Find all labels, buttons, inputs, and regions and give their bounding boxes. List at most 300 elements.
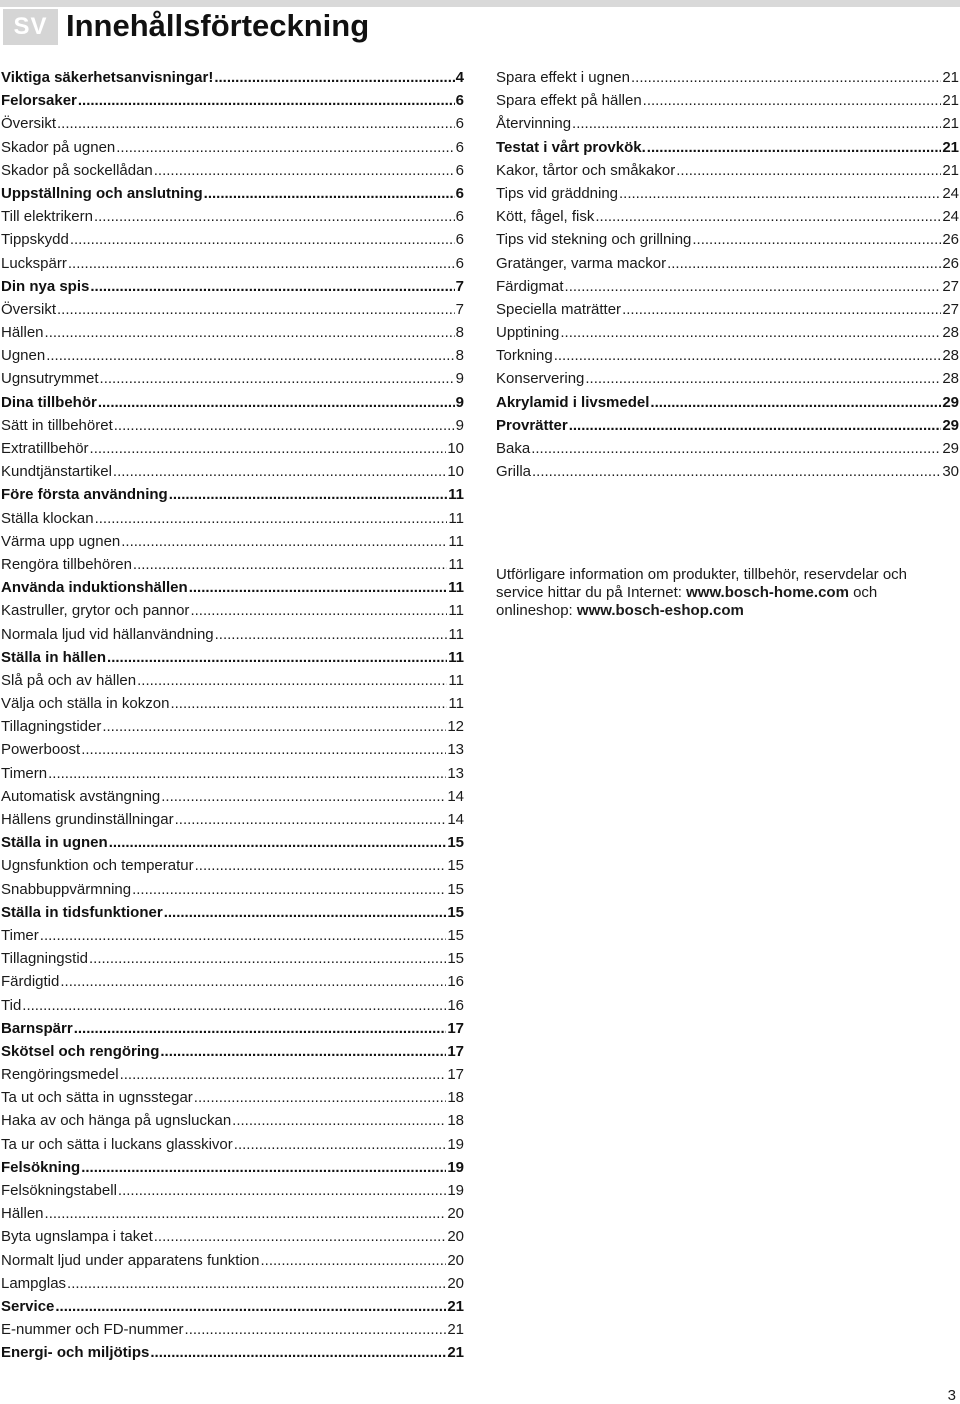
toc-entry-title: Ugnsfunktion och temperatur (1, 857, 194, 875)
toc-entry[interactable] (1, 692, 464, 715)
toc-entry-page: 26 (942, 231, 959, 249)
toc-entry[interactable] (496, 367, 959, 390)
toc-entry[interactable] (1, 136, 464, 159)
toc-dot-leader (572, 112, 941, 135)
toc-entry-page: 9 (455, 393, 464, 411)
toc-dot-leader (619, 182, 941, 205)
toc-entry-page: 16 (447, 973, 464, 991)
toc-entry-title: Använda induktionshällen (1, 579, 188, 597)
toc-entry-title: E-nummer och FD-nummer (1, 1321, 184, 1339)
toc-entry[interactable] (1, 646, 464, 669)
toc-dot-leader (214, 66, 454, 89)
toc-entry-title: Uppställning och anslutning (1, 184, 203, 202)
toc-dot-leader (154, 159, 455, 182)
toc-entry-title: Skador på ugnen (1, 138, 116, 156)
toc-entry[interactable] (1, 205, 464, 228)
toc-entry-page: 12 (447, 718, 464, 736)
toc-dot-leader (109, 831, 447, 854)
toc-entry-page: 20 (447, 1205, 464, 1223)
toc-entry-page: 4 (455, 69, 464, 86)
toc-entry-title: Dina tillbehör (1, 393, 97, 411)
toc-entry[interactable] (496, 321, 959, 344)
toc-entry-title: Ställa in ugnen (1, 834, 108, 852)
toc-entry-page: 6 (455, 138, 464, 156)
toc-entry-title: Din nya spis (1, 277, 90, 295)
toc-dot-leader (89, 947, 446, 970)
toc-dot-leader (102, 715, 446, 738)
toc-entry-page: 6 (455, 231, 464, 249)
toc-entry[interactable] (1, 252, 464, 275)
toc-entry-title: Välja och ställa in kokzon (1, 695, 170, 713)
toc-entry-page: 21 (447, 1344, 464, 1362)
toc-dot-leader (161, 785, 446, 808)
toc-entry-title: Timer (1, 926, 39, 944)
toc-entry-page: 29 (942, 440, 959, 457)
toc-entry-title: Hällen (1, 324, 44, 342)
toc-dot-leader (185, 1318, 447, 1341)
toc-dot-leader (116, 136, 454, 159)
toc-dot-leader (585, 367, 941, 390)
toc-entry-page: 17 (447, 1066, 464, 1084)
toc-dot-leader (667, 252, 941, 275)
toc-entry-page: 11 (448, 648, 464, 666)
toc-entry-title: Byta ugnslampa i taket (1, 1228, 153, 1246)
toc-entry[interactable] (1, 1156, 464, 1179)
toc-entry[interactable] (1, 1017, 464, 1040)
toc-dot-leader (133, 553, 448, 576)
toc-dot-leader (622, 298, 941, 321)
toc-dot-leader (164, 901, 447, 924)
toc-entry[interactable] (1, 460, 464, 483)
toc-entry[interactable] (496, 66, 959, 89)
toc-dot-leader (194, 1086, 447, 1109)
toc-entry-page: 6 (455, 208, 464, 226)
toc-entry-title: Normalt ljud under apparatens funktion (1, 1251, 260, 1269)
language-badge: SV (3, 9, 58, 45)
toc-entry[interactable] (496, 252, 959, 275)
toc-entry-page: 10 (447, 440, 464, 457)
toc-dot-leader (261, 1249, 447, 1272)
toc-entry[interactable] (1, 112, 464, 135)
toc-entry-page: 15 (447, 834, 464, 852)
toc-entry-page: 8 (455, 347, 464, 365)
toc-entry-page: 18 (447, 1112, 464, 1130)
bosch-eshop-link[interactable]: www.bosch-eshop.com (576, 602, 744, 619)
toc-entry-page: 11 (448, 625, 464, 643)
toc-entry-page: 13 (447, 764, 464, 782)
toc-entry-page: 28 (942, 324, 959, 342)
toc-entry[interactable] (1, 483, 464, 506)
toc-entry[interactable] (1, 623, 464, 646)
toc-dot-leader (74, 1017, 447, 1040)
toc-dot-leader (154, 1225, 447, 1248)
toc-entry-title: Snabbuppvärmning (1, 880, 132, 898)
toc-entry-page: 21 (942, 138, 959, 156)
toc-entry-page: 21 (942, 69, 959, 86)
toc-entry-title: Haka av och hänga på ugnsluckan (1, 1112, 232, 1130)
toc-entry-page: 11 (448, 532, 464, 550)
toc-entry-title: Värma upp ugnen (1, 532, 121, 550)
toc-entry-title: Lampglas (1, 1274, 67, 1292)
toc-entry[interactable] (1, 854, 464, 877)
toc-entry-title: Baka (496, 440, 531, 457)
toc-entry-title: Hällens grundinställningar (1, 811, 174, 828)
toc-dot-leader (169, 483, 447, 506)
toc-dot-leader (45, 1202, 447, 1225)
toc-dot-leader (100, 367, 455, 390)
toc-entry-title: Torkning (496, 347, 553, 365)
toc-entry-page: 9 (455, 416, 464, 434)
toc-entry-page: 10 (447, 463, 464, 481)
toc-dot-leader (55, 1295, 446, 1318)
toc-dot-leader (78, 89, 455, 112)
toc-entry-page: 24 (942, 184, 959, 202)
info-text-2: och onlineshop: (496, 584, 878, 619)
toc-dot-leader (46, 344, 454, 367)
toc-entry[interactable] (496, 159, 959, 182)
toc-entry-title: Ställa klockan (1, 509, 94, 527)
toc-dot-leader (204, 182, 455, 205)
toc-entry[interactable] (1, 1063, 464, 1086)
toc-entry-page: 29 (942, 393, 959, 411)
toc-dot-leader (560, 321, 941, 344)
toc-entry[interactable] (1, 1341, 464, 1364)
toc-entry-page: 15 (447, 903, 464, 921)
toc-entry-title: Normala ljud vid hällanvändning (1, 625, 214, 643)
toc-dot-leader (232, 1109, 446, 1132)
toc-entry[interactable] (1, 89, 464, 112)
toc-entry-page: 21 (447, 1321, 464, 1339)
toc-entry-title: Tid (1, 996, 22, 1014)
toc-entry[interactable] (1, 762, 464, 785)
toc-entry-title: Färdigtid (1, 973, 60, 991)
toc-entry-title: Rengöringsmedel (1, 1066, 119, 1084)
toc-entry[interactable] (496, 112, 959, 135)
toc-entry[interactable] (1, 715, 464, 738)
toc-entry-title: Akrylamid i livsmedel (496, 393, 650, 411)
toc-entry-page: 26 (942, 254, 959, 272)
toc-entry-page: 27 (942, 277, 959, 295)
toc-dot-leader (70, 228, 455, 251)
toc-dot-leader (531, 437, 941, 460)
toc-entry-title: Timern (1, 764, 48, 782)
toc-entry-title: Ta ut och sätta in ugnsstegar (1, 1089, 193, 1107)
toc-entry-title: Automatisk avstängning (1, 787, 161, 805)
toc-entry-title: Ugnen (1, 347, 46, 365)
toc-entry[interactable] (1, 1318, 464, 1341)
toc-entry-title: Återvinning (496, 115, 572, 133)
toc-entry-page: 30 (942, 463, 959, 481)
toc-entry-title: Barnspärr (1, 1019, 73, 1037)
toc-dot-leader (190, 599, 447, 622)
toc-dot-leader (81, 738, 446, 761)
toc-dot-leader (57, 112, 455, 135)
toc-entry[interactable] (1, 1202, 464, 1225)
toc-entry-title: Grilla (496, 463, 532, 481)
toc-entry[interactable] (496, 275, 959, 298)
toc-entry-title: Tillagningstider (1, 718, 102, 736)
toc-entry-page: 19 (447, 1135, 464, 1153)
toc-entry[interactable] (1, 1249, 464, 1272)
toc-entry-title: Service (1, 1297, 55, 1315)
toc-dot-leader (692, 228, 941, 251)
toc-entry[interactable] (1, 1109, 464, 1132)
toc-entry-page: 14 (447, 787, 464, 805)
toc-dot-leader (118, 1179, 446, 1202)
toc-dot-leader (98, 391, 455, 414)
toc-entry[interactable] (496, 344, 959, 367)
toc-entry-title: Kastruller, grytor och pannor (1, 602, 190, 620)
toc-entry-title: Skötsel och rengöring (1, 1042, 160, 1060)
toc-entry-page: 6 (455, 115, 464, 133)
toc-entry-title: Powerboost (1, 741, 81, 759)
toc-dot-leader (48, 762, 446, 785)
info-text-1: Utförligare information om produkter, tillbehör, reservdelar och service hittar du på Internet: (496, 566, 908, 601)
toc-entry-page: 16 (447, 996, 464, 1014)
toc-entry-page: 8 (455, 324, 464, 342)
toc-entry[interactable] (1, 1133, 464, 1156)
toc-entry[interactable] (1, 878, 464, 901)
toc-dot-leader (81, 1156, 446, 1179)
toc-dot-leader (94, 205, 455, 228)
toc-dot-leader (57, 298, 455, 321)
toc-entry-page: 17 (447, 1019, 464, 1037)
toc-entry-title: Till elektrikern (1, 208, 93, 226)
toc-dot-leader (160, 1040, 446, 1063)
toc-entry-title: Rengöra tillbehören (1, 555, 132, 573)
toc-dot-leader (90, 437, 447, 460)
toc-dot-leader (67, 1272, 446, 1295)
toc-entry-page: 6 (455, 254, 464, 272)
toc-entry-page: 7 (455, 300, 464, 318)
toc-entry-title: Provrätter (496, 416, 568, 434)
toc-entry[interactable] (1, 507, 464, 530)
toc-dot-leader (631, 66, 941, 89)
toc-entry-title: Energi- och miljötips (1, 1344, 150, 1362)
toc-dot-leader (95, 507, 448, 530)
toc-dot-leader (137, 669, 447, 692)
toc-entry-title: Översikt (1, 115, 57, 133)
page-title: Innehållsförteckning (66, 8, 370, 43)
toc-dot-leader (195, 854, 447, 877)
toc-entry[interactable] (1, 437, 464, 460)
toc-entry-title: Kakor, tårtor och småkakor (496, 161, 676, 179)
toc-dot-leader (68, 252, 455, 275)
toc-entry[interactable] (496, 182, 959, 205)
toc-entry-page: 21 (447, 1297, 464, 1315)
toc-entry[interactable] (1, 785, 464, 808)
toc-left-column (1, 66, 464, 1365)
toc-entry-title: Upptining (496, 324, 560, 342)
toc-entry[interactable] (1, 947, 464, 970)
toc-entry[interactable] (496, 460, 959, 483)
toc-entry[interactable] (496, 298, 959, 321)
toc-entry[interactable] (1, 553, 464, 576)
toc-entry[interactable] (1, 367, 464, 390)
toc-dot-leader (113, 460, 446, 483)
toc-entry-title: Speciella maträtter (496, 300, 622, 318)
toc-entry-title: Före första användning (1, 486, 168, 504)
toc-entry-title: Gratänger, varma mackor (496, 254, 667, 272)
toc-entry[interactable] (1, 275, 464, 298)
toc-entry-title: Ställa in hällen (1, 648, 107, 666)
toc-entry-page: 6 (455, 92, 464, 110)
toc-entry[interactable] (1, 1179, 464, 1202)
toc-entry-page: 14 (447, 811, 464, 828)
toc-dot-leader (114, 414, 455, 437)
toc-entry[interactable] (1, 530, 464, 553)
toc-entry-page: 19 (447, 1158, 464, 1176)
toc-dot-leader (175, 808, 447, 831)
toc-dot-leader (595, 205, 941, 228)
toc-dot-leader (107, 646, 447, 669)
toc-entry-page: 11 (448, 555, 464, 573)
toc-entry[interactable] (1, 159, 464, 182)
toc-entry-page: 11 (448, 486, 464, 504)
toc-entry-title: Hällen (1, 1205, 44, 1223)
toc-entry-page: 13 (447, 741, 464, 759)
toc-entry-page: 17 (447, 1042, 464, 1060)
toc-dot-leader (234, 1133, 447, 1156)
toc-entry[interactable] (496, 437, 959, 460)
toc-entry[interactable] (1, 599, 464, 622)
toc-entry-title: Tips vid gräddning (496, 184, 619, 202)
toc-entry-page: 28 (942, 347, 959, 365)
toc-dot-leader (650, 391, 941, 414)
toc-entry[interactable] (1, 970, 464, 993)
page-number: 3 (947, 1387, 956, 1404)
toc-entry-page: 15 (447, 950, 464, 968)
toc-entry[interactable] (1, 344, 464, 367)
toc-entry-title: Spara effekt på hällen (496, 92, 642, 110)
toc-entry-title: Ta ur och sätta i luckans glasskivor (1, 1135, 233, 1153)
toc-entry-page: 15 (447, 880, 464, 898)
toc-dot-leader (40, 924, 447, 947)
toc-entry-title: Slå på och av hällen (1, 671, 137, 689)
toc-entry-page: 11 (448, 579, 464, 597)
toc-dot-leader (170, 692, 447, 715)
toc-entry-title: Tippskydd (1, 231, 69, 249)
toc-entry[interactable] (496, 136, 959, 159)
toc-dot-leader (643, 89, 942, 112)
toc-dot-leader (569, 414, 942, 437)
toc-entry-title: Färdigmat (496, 277, 564, 295)
toc-dot-leader (90, 275, 454, 298)
toc-entry[interactable] (1, 182, 464, 205)
toc-entry[interactable] (1, 1086, 464, 1109)
toc-entry-page: 29 (942, 416, 959, 434)
toc-entry-title: Felsökning (1, 1158, 81, 1176)
toc-entry-page: 21 (942, 161, 959, 179)
toc-entry[interactable] (1, 1225, 464, 1248)
toc-entry-page: 11 (448, 671, 464, 689)
toc-entry[interactable] (1, 391, 464, 414)
toc-dot-leader (22, 994, 446, 1017)
toc-entry[interactable] (496, 391, 959, 414)
toc-entry[interactable] (1, 901, 464, 924)
toc-entry-page: 11 (448, 509, 464, 527)
toc-entry-page: 7 (455, 277, 464, 295)
toc-entry-page: 24 (942, 208, 959, 226)
toc-entry[interactable] (1, 414, 464, 437)
toc-dot-leader (676, 159, 941, 182)
toc-entry-page: 9 (455, 370, 464, 388)
toc-entry-page: 21 (942, 115, 959, 133)
toc-entry[interactable] (496, 89, 959, 112)
toc-entry[interactable] (1, 576, 464, 599)
toc-entry-page: 15 (447, 857, 464, 875)
toc-dot-leader (150, 1341, 446, 1364)
toc-entry-page: 6 (455, 161, 464, 179)
toc-entry[interactable] (1, 831, 464, 854)
toc-entry-page: 11 (448, 602, 464, 620)
toc-entry-page: 28 (942, 370, 959, 388)
toc-entry-title: Skador på sockellådan (1, 161, 153, 179)
toc-entry-page: 27 (942, 300, 959, 318)
toc-entry[interactable] (1, 298, 464, 321)
toc-right-column (496, 66, 959, 483)
toc-entry[interactable] (496, 414, 959, 437)
toc-dot-leader (532, 460, 941, 483)
toc-dot-leader (45, 321, 455, 344)
toc-entry-title: Felsökningstabell (1, 1182, 117, 1199)
toc-dot-leader (60, 970, 446, 993)
toc-entry-title: Viktiga säkerhetsanvisningar! (1, 69, 214, 86)
toc-entry[interactable] (1, 1272, 464, 1295)
toc-entry[interactable] (1, 228, 464, 251)
toc-entry-title: Sätt in tillbehöret (1, 416, 113, 434)
toc-entry[interactable] (1, 1040, 464, 1063)
toc-entry[interactable] (1, 66, 464, 89)
toc-entry[interactable] (1, 321, 464, 344)
toc-entry-page: 20 (447, 1251, 464, 1269)
bosch-home-link[interactable]: www.bosch-home.com (686, 584, 849, 601)
toc-entry-page: 21 (942, 92, 959, 110)
toc-dot-leader (121, 530, 447, 553)
toc-dot-leader (132, 878, 446, 901)
toc-entry[interactable] (1, 994, 464, 1017)
toc-entry[interactable] (1, 808, 464, 831)
toc-entry-page: 20 (447, 1274, 464, 1292)
toc-dot-leader (215, 623, 448, 646)
toc-entry[interactable] (496, 205, 959, 228)
toc-entry-title: Ställa in tidsfunktioner (1, 903, 163, 921)
toc-entry-title: Spara effekt i ugnen (496, 69, 630, 86)
toc-entry-title: Felorsaker (1, 92, 77, 110)
toc-entry-title: Tillagningstid (1, 950, 88, 968)
toc-entry[interactable] (1, 924, 464, 947)
toc-entry-title: Tips vid stekning och grillning (496, 231, 692, 249)
toc-entry-page: 18 (447, 1089, 464, 1107)
toc-entry[interactable] (1, 738, 464, 761)
toc-entry-title: Testat i vårt provkök. (496, 138, 646, 156)
toc-dot-leader (189, 576, 447, 599)
toc-entry-page: 20 (447, 1228, 464, 1246)
toc-entry-page: 19 (447, 1182, 464, 1199)
toc-dot-leader (120, 1063, 447, 1086)
toc-entry-title: Konservering (496, 370, 585, 388)
toc-entry-page: 11 (448, 695, 464, 713)
toc-entry-title: Luckspärr (1, 254, 67, 272)
toc-entry[interactable] (1, 669, 464, 692)
toc-entry[interactable] (496, 228, 959, 251)
toc-entry[interactable] (1, 1295, 464, 1318)
info-paragraph (496, 566, 956, 620)
toc-entry-title: Extratillbehör (1, 440, 89, 457)
toc-entry-page: 6 (455, 184, 464, 202)
toc-entry-title: Ugnsutrymmet (1, 370, 99, 388)
toc-dot-leader (647, 136, 942, 159)
